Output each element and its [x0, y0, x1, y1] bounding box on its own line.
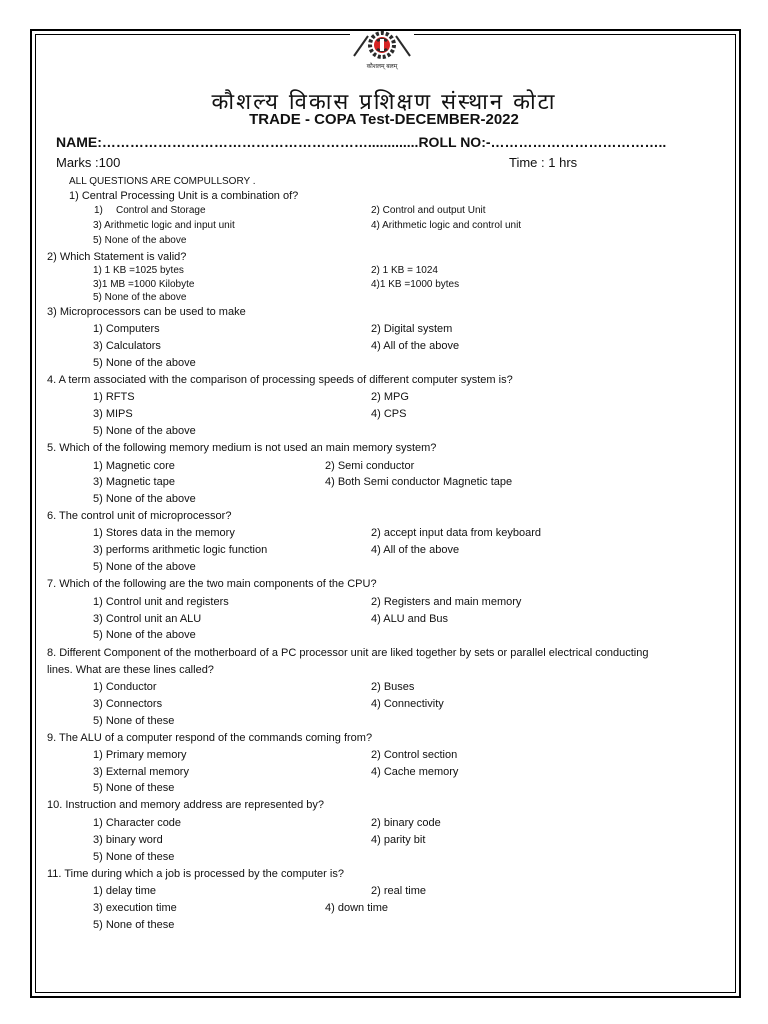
q9-option-1: 1) Primary memory [93, 749, 187, 761]
q3-option-2: 2) Digital system [371, 323, 453, 335]
q8-option-1: 1) Conductor [93, 681, 157, 693]
q1-option-4: 4) Arithmetic logic and control unit [371, 220, 522, 231]
q9-option-2: 2) Control section [371, 749, 458, 761]
question-9: 9. The ALU of a computer respond of the commands coming from? [47, 732, 373, 744]
q6-option-1: 1) Stores data in the memory [93, 527, 235, 539]
q10-option-2: 2) binary code [371, 817, 441, 829]
question-2: 2) Which Statement is valid? [47, 251, 187, 263]
q7-option-1: 1) Control unit and registers [93, 596, 229, 608]
q8-option-4: 4) Connectivity [371, 698, 444, 710]
q11-option-2: 2) real time [371, 885, 427, 897]
q1-option-5: 5) None of the above [93, 235, 187, 246]
q1-option-3: 3) Arithmetic logic and input unit [93, 220, 235, 231]
q3-option-4: 4) All of the above [371, 340, 460, 352]
question-6: 6. The control unit of microprocessor? [47, 510, 232, 522]
question-5: 5. Which of the following memory medium is not used an main memory system? [47, 442, 437, 454]
q7-option-2: 2) Registers and main memory [371, 596, 522, 608]
q8-option-2: 2) Buses [371, 681, 415, 693]
q7-option-5: 5) None of the above [93, 629, 196, 641]
q11-option-5: 5) None of these [93, 919, 175, 931]
q6-option-3: 3) performs arithmetic logic function [93, 544, 268, 556]
test-title: TRADE - COPA Test-DECEMBER-2022 [249, 111, 519, 128]
q9-option-5: 5) None of these [93, 782, 175, 794]
q8-option-5: 5) None of these [93, 715, 175, 727]
q4-option-1: 1) RFTS [93, 391, 135, 403]
question-1: 1) Central Processing Unit is a combination of? [69, 190, 299, 202]
q1-option-1: Control and Storage [116, 205, 206, 216]
q5-option-1: 1) Magnetic core [93, 460, 175, 472]
q4-option-3: 3) MIPS [93, 408, 133, 420]
q2-option-1: 1) 1 KB =1025 bytes [93, 265, 184, 276]
q3-option-5: 5) None of the above [93, 357, 196, 369]
q4-option-2: 2) MPG [371, 391, 409, 403]
q2-option-5: 5) None of the above [93, 292, 187, 303]
q9-option-3: 3) External memory [93, 766, 189, 778]
logo-caption: कौशलम् बलम् [366, 64, 398, 70]
q5-option-2: 2) Semi conductor [325, 460, 415, 472]
q8-option-3: 3) Connectors [93, 698, 163, 710]
q6-option-2: 2) accept input data from keyboard [371, 527, 541, 539]
question-10: 10. Instruction and memory address are represented by? [47, 799, 324, 811]
q7-option-4: 4) ALU and Bus [371, 613, 449, 625]
q2-option-2: 2) 1 KB = 1024 [371, 265, 438, 276]
time-label: Time : 1 hrs [509, 155, 578, 170]
q9-option-4: 4) Cache memory [371, 766, 459, 778]
q2-option-3: 3)1 MB =1000 Kilobyte [93, 279, 195, 290]
question-7: 7. Which of the following are the two main components of the CPU? [47, 578, 377, 590]
q5-option-5: 5) None of the above [93, 493, 196, 505]
q6-option-5: 5) None of the above [93, 561, 196, 573]
q5-option-4: 4) Both Semi conductor Magnetic tape [325, 476, 513, 488]
q3-option-1: 1) Computers [93, 323, 160, 335]
q11-option-4: 4) down time [325, 902, 388, 914]
q6-option-4: 4) All of the above [371, 544, 460, 556]
institute-title: कौशल्य विकास प्रशिक्षण संस्थान कोटा [211, 90, 557, 115]
q7-option-3: 3) Control unit an ALU [93, 613, 202, 625]
institute-logo [346, 30, 418, 72]
q10-option-5: 5) None of these [93, 851, 175, 863]
q10-option-1: 1) Character code [93, 817, 182, 829]
q4-option-5: 5) None of the above [93, 425, 196, 437]
q10-option-3: 3) binary word [93, 834, 163, 846]
q1-option-1-number: 1) [94, 205, 103, 216]
marks-label: Marks :100 [56, 155, 121, 170]
gear-logo-icon [346, 30, 418, 62]
q11-option-1: 1) delay time [93, 885, 156, 897]
question-8-line-1: 8. Different Component of the motherboard of a PC processor unit are liked together by sets or parallel electrical conducting [47, 647, 649, 659]
instructions: ALL QUESTIONS ARE COMPULLSORY . [69, 176, 256, 187]
q11-option-3: 3) execution time [93, 902, 177, 914]
q5-option-3: 3) Magnetic tape [93, 476, 175, 488]
question-3: 3) Microprocessors can be used to make [47, 306, 246, 318]
q10-option-4: 4) parity bit [371, 834, 426, 846]
question-11: 11. Time during which a job is processed by the computer is? [47, 868, 344, 880]
name-roll-line: NAME:………………………………………………….............ROLL NO:-……………………………….. [56, 134, 667, 150]
q3-option-3: 3) Calculators [93, 340, 161, 352]
q2-option-4: 4)1 KB =1000 bytes [371, 279, 460, 290]
question-8-line-2: lines. What are these lines called? [47, 664, 214, 676]
q4-option-4: 4) CPS [371, 408, 407, 420]
q1-option-2: 2) Control and output Unit [371, 205, 486, 216]
question-4: 4. A term associated with the comparison of processing speeds of different computer system is? [47, 374, 513, 386]
